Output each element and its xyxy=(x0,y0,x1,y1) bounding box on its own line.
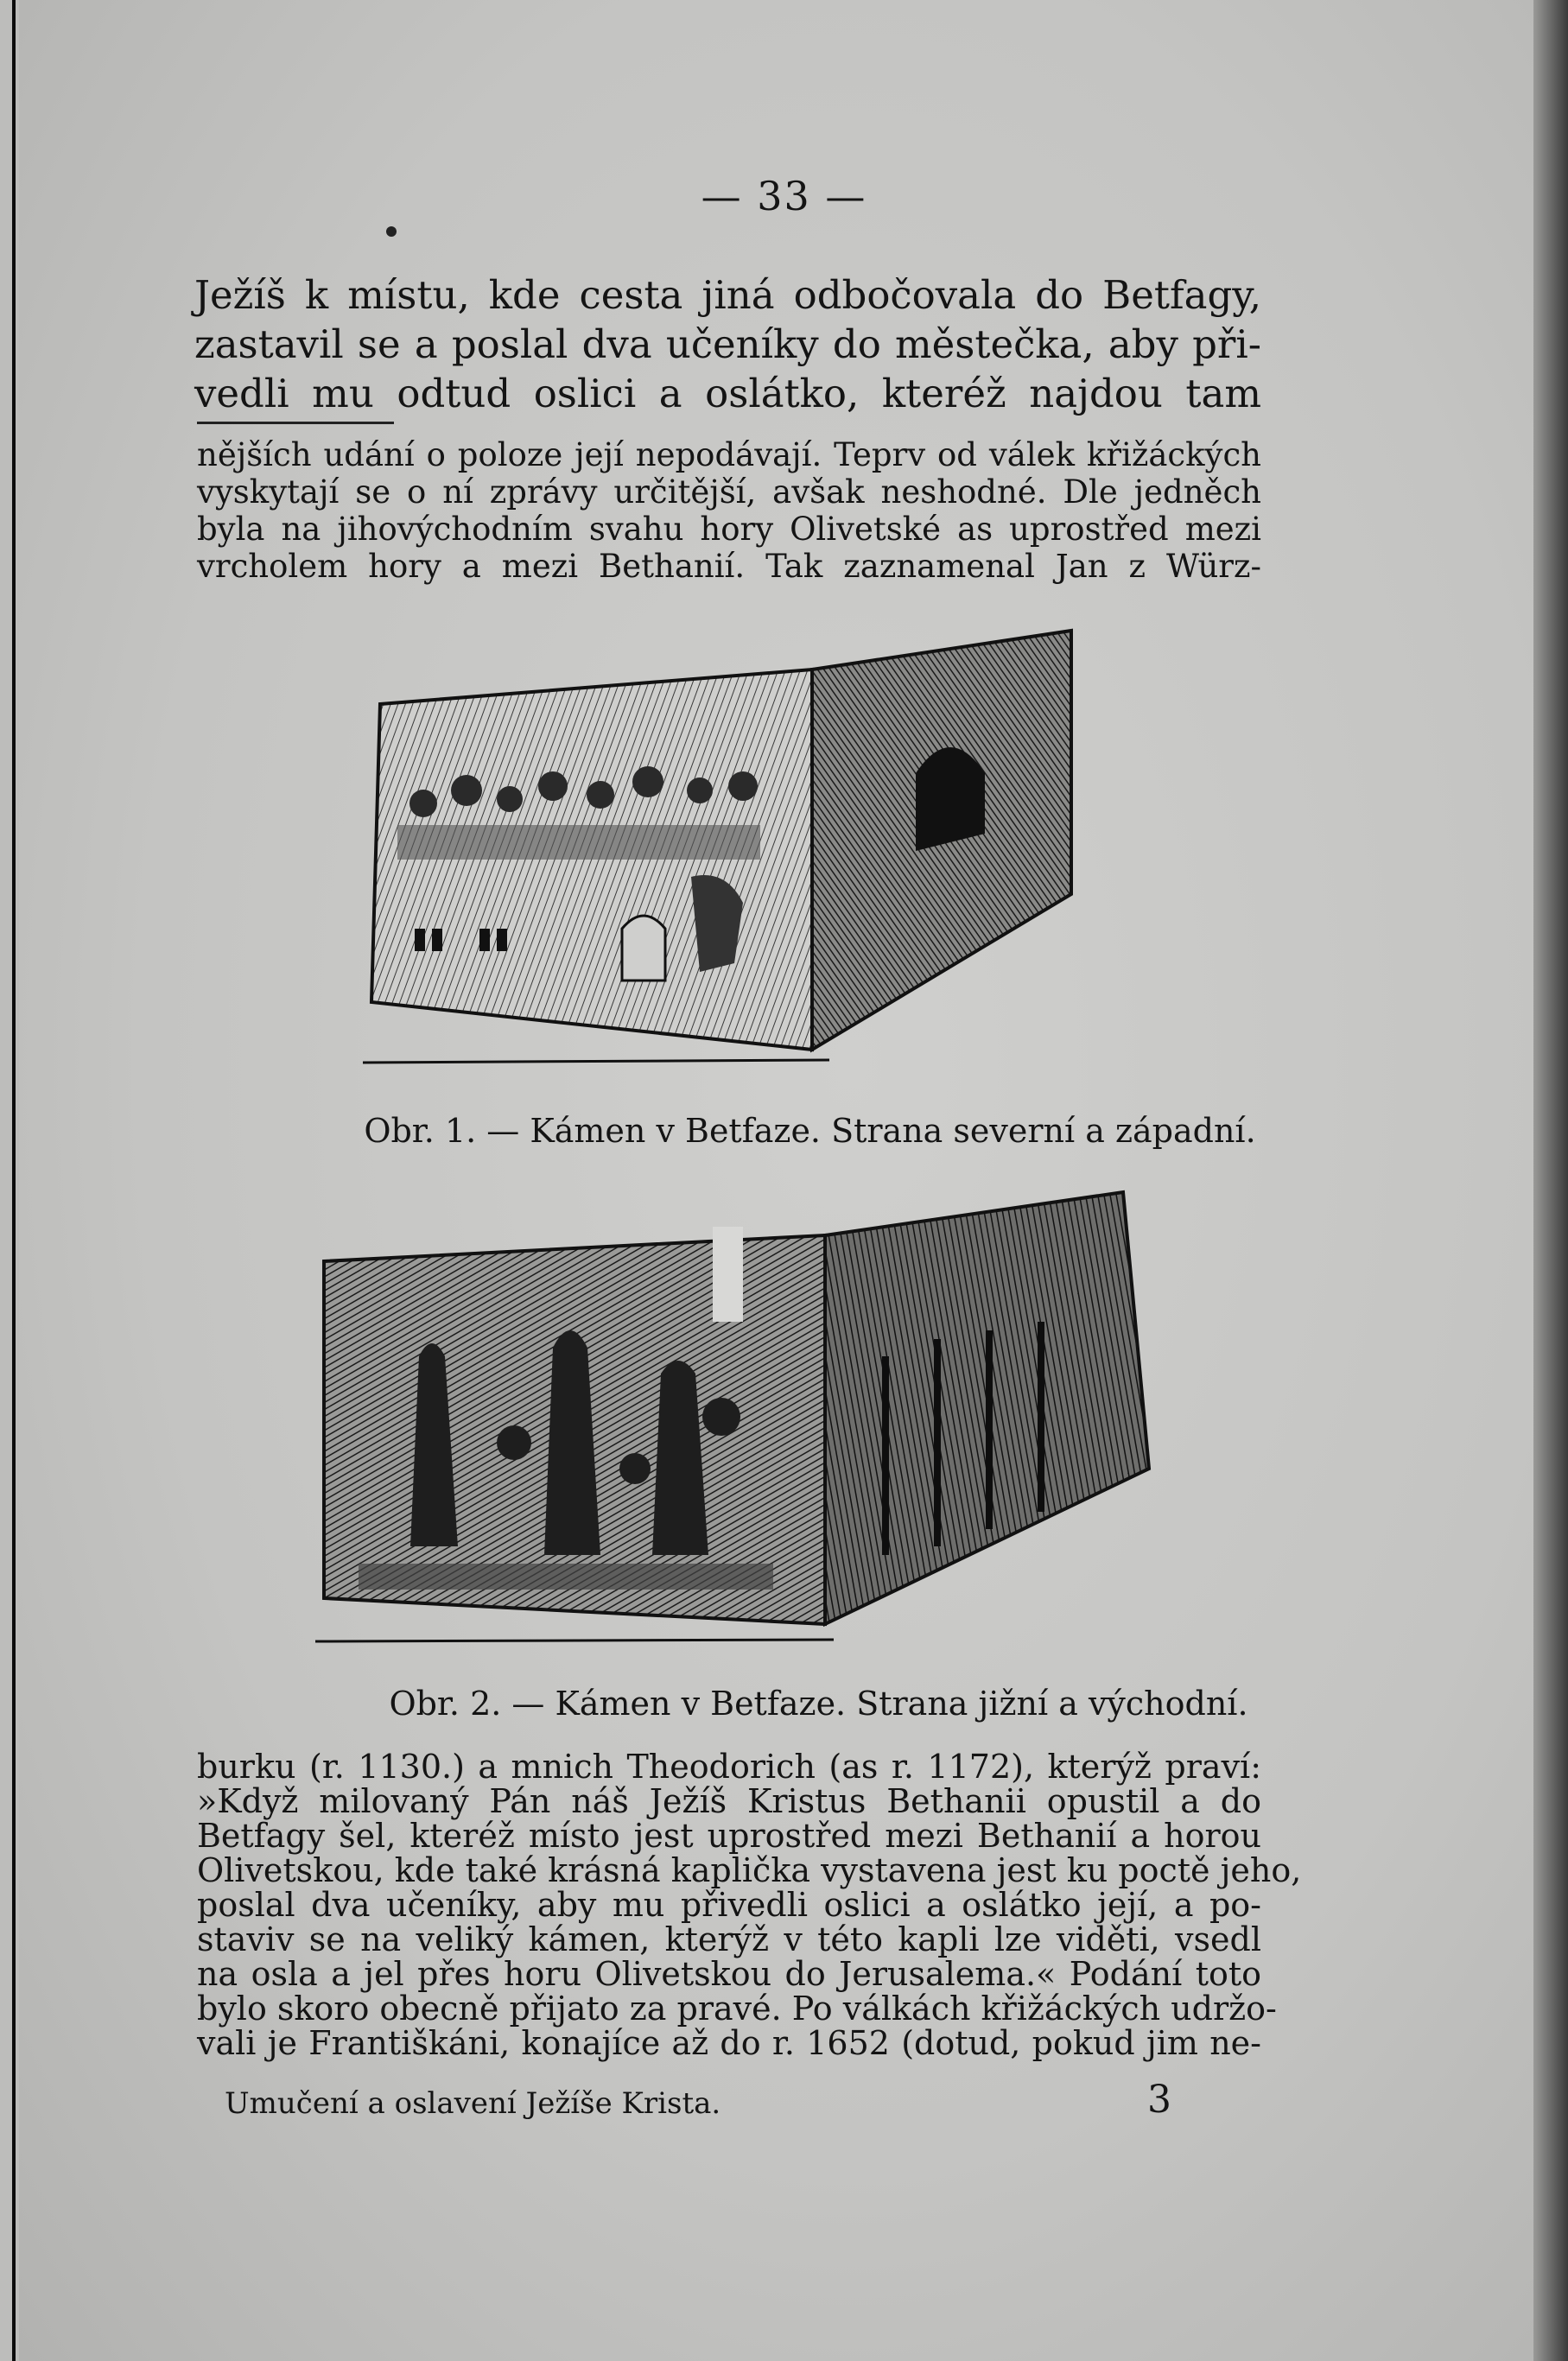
text-line: Olivetskou, kde také krásná kaplička vystavena jest ku poctě jeho, xyxy=(197,1851,1302,1889)
text-line: »Když milovaný Pán náš Ježíš Kristus Bethanii opustil a do xyxy=(197,1782,1261,1820)
footnote-rule xyxy=(197,422,394,424)
continued-text xyxy=(197,1748,1302,2062)
figure-2-caption: Obr. 2. — Kámen v Betfaze. Strana jižní a východní. xyxy=(389,1685,1248,1723)
footer-book-title: Umučení a oslavení Ježíše Krista. xyxy=(225,2086,721,2121)
page-shadow-edge xyxy=(1533,0,1568,2361)
text-line: na osla a jel přes horu Olivetskou do Jerusalema.« Podání toto xyxy=(197,1955,1261,1993)
figure-1-stone-engraving xyxy=(363,618,1123,1067)
figure-1-caption: Obr. 1. — Kámen v Betfaze. Strana severní a západní. xyxy=(364,1112,1256,1150)
page-number: — 33 — xyxy=(701,173,867,219)
text-line: staviv se na veliký kámen, kterýž v této kapli lze viděti, vsedl xyxy=(197,1920,1261,1958)
footnote-line: vyskytají se o ní zprávy určitější, avšak neshodné. Dle jedněch xyxy=(197,473,1261,511)
text-line: Ježíš k místu, kde cesta jiná odbočovala do Betfagy, xyxy=(194,272,1261,318)
text-line: poslal dva učeníky, aby mu přivedli oslici a oslátko její, a po- xyxy=(197,1886,1261,1924)
text-line: burku (r. 1130.) a mnich Theodorich (as r. 1172), kterýž praví: xyxy=(197,1748,1261,1786)
footnote-line: vrcholem hory a mezi Bethanií. Tak zaznamenal Jan z Würz- xyxy=(197,548,1261,585)
text-line: bylo skoro obecně přijato za pravé. Po válkách křižáckých udržo- xyxy=(197,1990,1277,2028)
main-text xyxy=(194,270,1261,418)
footnote-line: byla na jihovýchodním svahu hory Olivetské as uprostřed mezi xyxy=(197,511,1261,548)
figure-2-stone-engraving xyxy=(315,1184,1158,1650)
binding-edge xyxy=(12,0,16,2361)
footer-signature-mark: 3 xyxy=(1147,2078,1171,2122)
text-line: vedli mu odtud oslici a oslátko, kteréž najdou tam xyxy=(194,371,1261,416)
footnote xyxy=(197,436,1261,585)
ink-dot xyxy=(386,226,397,237)
text-line: vali je Františkáni, konajíce až do r. 1652 (dotud, pokud jim ne- xyxy=(197,2024,1261,2062)
footnote-line: nějších udání o poloze její nepodávají. Teprv od válek křižáckých xyxy=(197,436,1261,473)
text-line: zastavil se a poslal dva učeníky do městečka, aby při- xyxy=(194,321,1261,367)
text-line: Betfagy šel, kteréž místo jest uprostřed mezi Bethanií a horou xyxy=(197,1817,1261,1855)
